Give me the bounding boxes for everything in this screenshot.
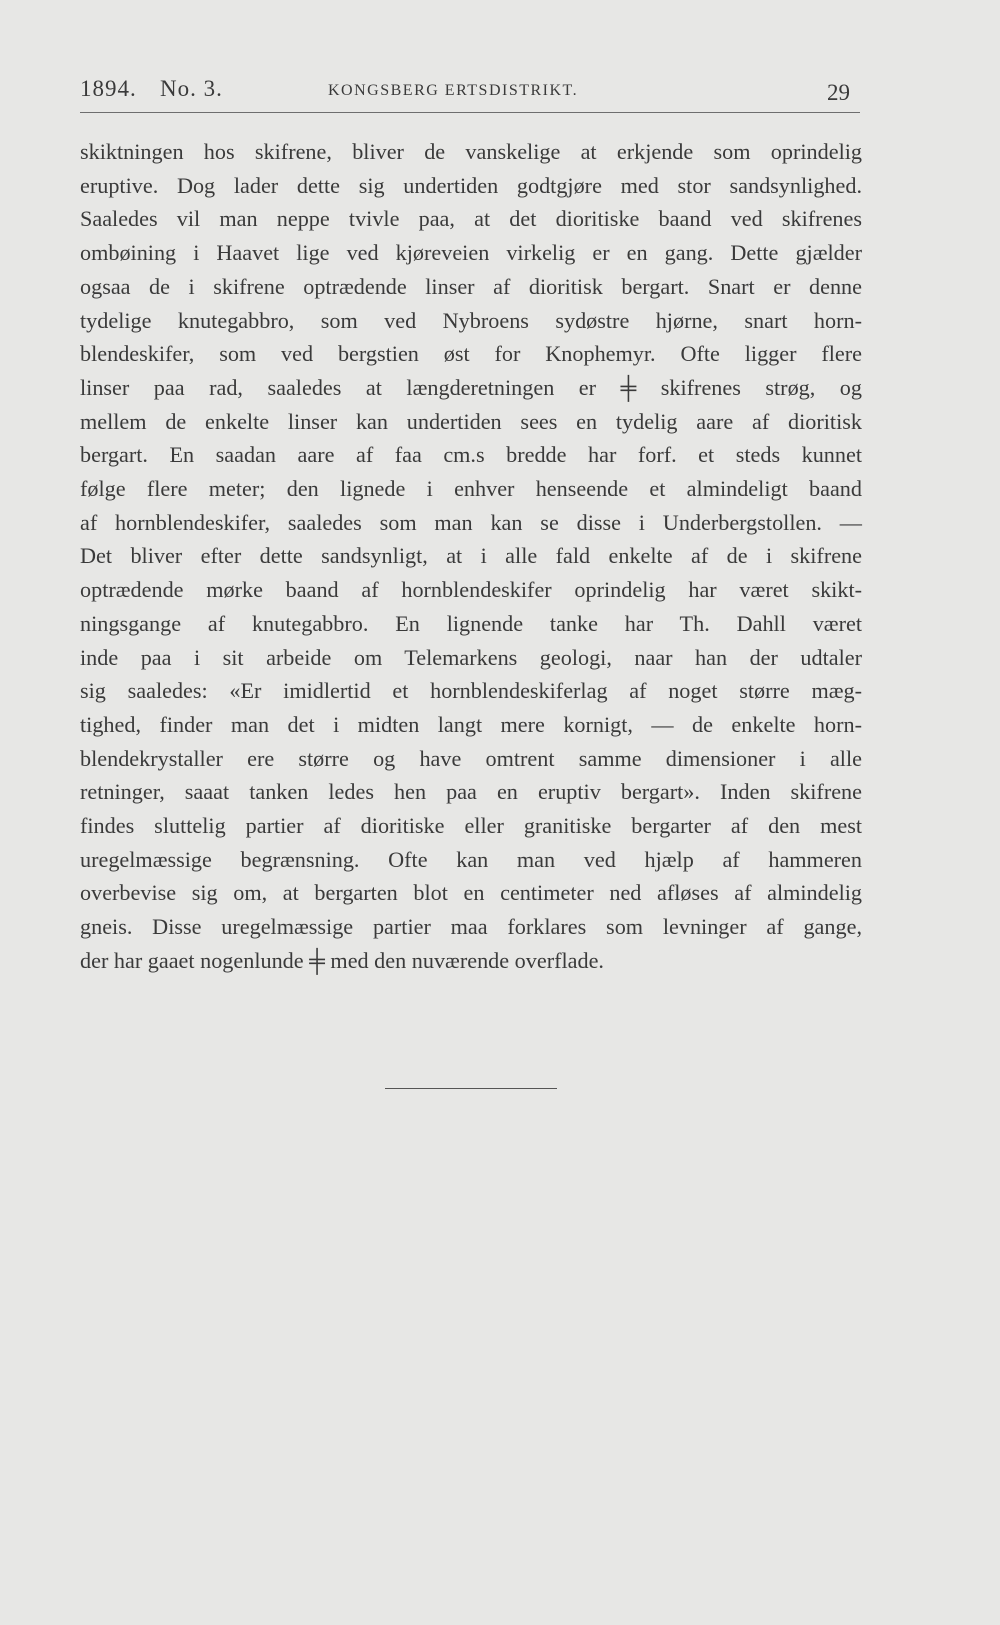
text-line: ogsaa de i skifrene optrædende linser af dioritisk bergart. Snart er denne [80, 273, 862, 299]
text-line: optrædende mørke baand af hornblendeskifer oprindelig har været skikt- [80, 577, 862, 603]
body-paragraph [80, 135, 862, 978]
text-line: blendeskifer, som ved bergstien øst for Knophemyr. Ofte ligger flere [80, 341, 862, 367]
text-line: skiktningen hos skifrene, bliver de vanskelige at erkjende som oprindelig [80, 139, 862, 164]
text-line: blendekrystaller ere større og have omtrent samme dimensioner i alle [80, 745, 862, 771]
text-line: uregelmæssige begrænsning. Ofte kan man ved hjælp af hammeren [80, 846, 862, 872]
header-issue: No. 3. [160, 76, 223, 101]
text-line: følge flere meter; den lignede i enhver henseende et almindeligt baand [80, 476, 862, 502]
text-line: overbevise sig om, at bergarten blot en centimeter ned afløses af almindelig [80, 880, 862, 906]
text-line: bergart. En saadan aare af faa cm.s bredde har forf. et steds kunnet [80, 442, 862, 468]
header-title: KONGSBERG ERTSDISTRIKT. [328, 82, 579, 99]
text-line: eruptive. Dog lader dette sig undertiden godtgjøre med stor sandsynlighed. [80, 172, 862, 198]
text-line: af hornblendeskifer, saaledes som man kan se disse i Underbergstollen. — [80, 509, 862, 535]
text-line: retninger, saaat tanken ledes hen paa en eruptiv bergart». Inden skifrene [80, 779, 862, 805]
text-line: der har gaaet nogenlunde ╪ med den nuværende overflade. [80, 947, 604, 973]
text-line: gneis. Disse uregelmæssige partier maa forklares som levninger af gange, [80, 914, 862, 940]
text-line: Det bliver efter dette sandsynligt, at i alle fald enkelte af de i skifrene [80, 543, 862, 569]
running-header [80, 72, 860, 113]
text-line: tydelige knutegabbro, som ved Nybroens sydøstre hjørne, snart horn- [80, 307, 862, 333]
text-line: sig saaledes: «Er imidlertid et hornblendeskiferlag af noget større mæg- [80, 678, 862, 704]
text-line: linser paa rad, saaledes at længderetningen er ╪ skifrenes strøg, og [80, 374, 862, 400]
text-line: ningsgange af knutegabbro. En lignende tanke har Th. Dahll været [80, 610, 862, 636]
header-year: 1894. [80, 76, 137, 101]
text-line: inde paa i sit arbeide om Telemarkens geologi, naar han der udtaler [80, 644, 862, 670]
text-line: ombøining i Haavet lige ved kjøreveien virkelig er en gang. Dette gjælder [80, 240, 862, 266]
text-line: tighed, finder man det i midten langt mere kornigt, — de enkelte horn- [80, 711, 862, 737]
text-line: Saaledes vil man neppe tvivle paa, at det dioritiske baand ved skifrenes [80, 206, 862, 232]
closing-rule [385, 1088, 557, 1089]
text-line: findes sluttelig partier af dioritiske eller granitiske bergarter af den mest [80, 813, 862, 839]
text-line: mellem de enkelte linser kan undertiden sees en tydelig aare af dioritisk [80, 408, 862, 434]
page-number: 29 [827, 80, 850, 105]
